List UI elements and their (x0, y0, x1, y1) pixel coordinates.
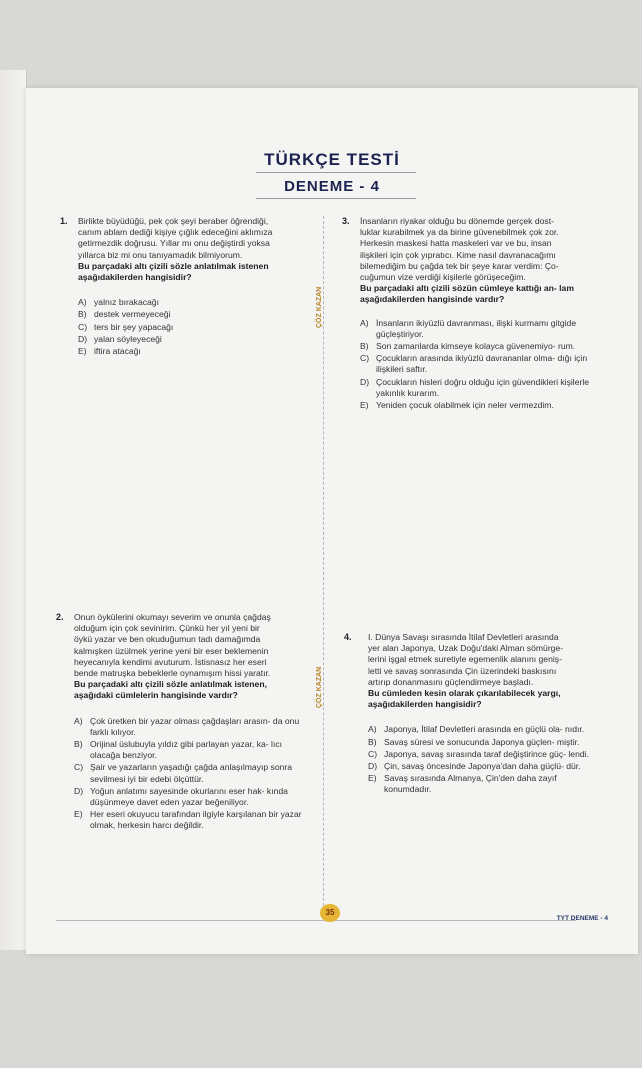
option-d[interactable]: D) yalan söyleyeceği (78, 333, 162, 344)
question-number: 2. (56, 612, 64, 622)
question-2 (56, 612, 308, 833)
question-3 (342, 216, 600, 412)
footer-label: TYT DENEME - 4 (556, 915, 608, 922)
question-1 (60, 216, 308, 358)
option-e[interactable]: E) Yeniden çocuk olabilmek için neler vermezdim. (360, 400, 554, 411)
question-prompt: Bu cümleden kesin olarak çıkarılabilecek yargı, aşağıdakilerden hangisidir? (368, 688, 561, 710)
option-d[interactable]: D) Yoğun anlatımı sayesinde okurlarını eser hak- kında düşünmeye davet eden yazar beğeniliyor. (74, 785, 288, 808)
question-prompt: Bu parçadaki altı çizili sözle anlatılmak istenen, aşağıdaki cümlelerin hangisinde vardır? (74, 679, 267, 701)
stem-line: artırıp donanmasını güçlendirmeye başladı. (368, 676, 534, 687)
question-number: 4. (344, 632, 352, 642)
option-c[interactable]: C) Japonya, savaş sırasında taraf değiştirince güç- lendi. (368, 748, 589, 759)
stem-line: lerini işgal etmek suretiyle egemenlik alanını geniş- (368, 654, 562, 665)
stem-line: bilemediğim bu çağda tek bir şeye karar verdim: Ço- (360, 260, 559, 271)
option-a[interactable]: A) Japonya, İtilaf Devletleri arasında en güçlü ola- nıdır. (368, 724, 585, 735)
option-c[interactable]: C) Çocukların arasında ikiyüzlü davrananlar olma- dığı için ilişkileri saftır. (360, 353, 588, 375)
option-e[interactable]: E) iftira atacağı (78, 346, 141, 357)
stem-line: yıllarca biz mi onu tanıyamadık bilmiyorum. (78, 249, 243, 260)
stem-line: getirmezdik doğrusu. Yıllar mı onu değiştirdi yoksa (78, 238, 270, 249)
option-c[interactable]: C) Şair ve yazarların yaşadığı çağda anlaşılmayıp sonra sevilmesi iyi bir edebi ölçüttür. (74, 762, 293, 784)
option-d[interactable]: D) Çin, savaş öncesinde Japonya'dan daha güçlü- dür. (368, 761, 581, 772)
question-number: 1. (60, 216, 68, 226)
stem-line: Herkesin maskesi hatta maskeleri var ve bu, insan (360, 238, 552, 249)
stem-line: letti ve savaş sonrasında Çin üzerindeki baskısını (368, 665, 557, 676)
stem-line: olduğum için çok sevinirim. Çünkü her yıl yeni bir (74, 623, 260, 634)
stem-line: ilişkileri için çok yıpratıcı. Kime nasıl davranacağımı (360, 249, 556, 260)
option-e[interactable]: E) Savaş sırasında Almanya, Çin'den daha zayıf konumdadır. (368, 773, 557, 795)
option-a[interactable]: A) İnsanların ikiyüzlü davranması, ilişki kurmamı gitgide güçleştiriyor. (360, 317, 577, 339)
stem-line: I. Dünya Savaşı sırasında İtilaf Devletleri arasında (368, 632, 559, 642)
option-d[interactable]: D) Çocukların hisleri doğru olduğu için güvendikleri kişilerle yakınlık kurarım. (360, 376, 590, 398)
option-b[interactable]: B) destek vermeyeceği (78, 309, 171, 320)
option-a[interactable]: A) Çok üretken bir yazar olması çağdaşları arasın- da onu farklı kılıyor. (74, 715, 300, 737)
title-rule-top (256, 172, 416, 173)
option-e[interactable]: E) Her eseri okuyucu tarafından ilgiyle karşılanan bir yazar olmak, herkesin harcı değildir. (74, 809, 302, 831)
stem-line: yer alan Japonya, Uzak Doğu'daki Alman sömürge- (368, 643, 564, 654)
stem-line: luklar kurabilmek ya da birine güvenebilmek çok zor. (360, 227, 559, 238)
stem-line: cuğumun vize verdiği kişilerle görüşeceğim. (360, 272, 526, 283)
side-tag-top: ÇÖZ KAZAN (316, 286, 323, 328)
option-b[interactable]: B) Son zamanlarda kimseye kolayca güvenemiyo- rum. (360, 341, 576, 352)
stem-line: canım ablam dediği kişiye çığlık edeceğini aklımıza (78, 227, 273, 238)
stem-line: Birlikte büyüdüğü, pek çok şeyi beraber öğrendiği, (78, 216, 269, 226)
option-b[interactable]: B) Orijinal üslubuyla yıldız gibi parlayan yazar, ka- lıcı olacağa benziyor. (74, 739, 283, 761)
page-title: TÜRKÇE TESTİ (264, 150, 400, 169)
stem-line: İnsanların riyakar olduğu bu dönemde gerçek dost- (360, 216, 554, 226)
footer-rule (56, 920, 576, 921)
question-4 (344, 632, 604, 797)
title-rule-bottom (256, 198, 416, 199)
stem-line: bende matruşka bebeklerle oynamışım hissi yaratır. (74, 668, 271, 679)
stem-line: heyecanıyla kendimi avuturum. İstisnasız her eseri (74, 656, 267, 667)
page-number-badge: 35 (320, 904, 340, 922)
option-a[interactable]: A) yalnız bırakacağı (78, 297, 159, 308)
column-divider (323, 216, 324, 921)
left-page-edge (0, 70, 27, 950)
option-b[interactable]: B) Savaş süresi ve sonucunda Japonya güçlen- miştir. (368, 736, 580, 747)
stem-line: öykü yazar ve ben okuduğumun tadı damağımda (74, 634, 261, 645)
stem-line: kalmışken üzülmek yerine yeni bir eser beklemenin (74, 645, 269, 656)
page-subtitle: DENEME - 4 (284, 178, 380, 195)
stem-line: Onun öykülerini okumayı severim ve onunla çağdaş (74, 612, 271, 622)
question-prompt: Bu parçadaki altı çizili sözle anlatılmak istenen aşağıdakilerden hangisidir? (78, 260, 269, 283)
question-prompt: Bu parçadaki altı çizili sözün cümleye kattığı an- lam aşağıdakilerden hangisinde vardır? (360, 283, 574, 305)
question-number: 3. (342, 216, 350, 226)
exam-page (26, 88, 638, 954)
option-c[interactable]: C) ters bir şey yapacağı (78, 321, 174, 332)
side-tag-bottom: ÇÖZ KAZAN (316, 666, 323, 708)
